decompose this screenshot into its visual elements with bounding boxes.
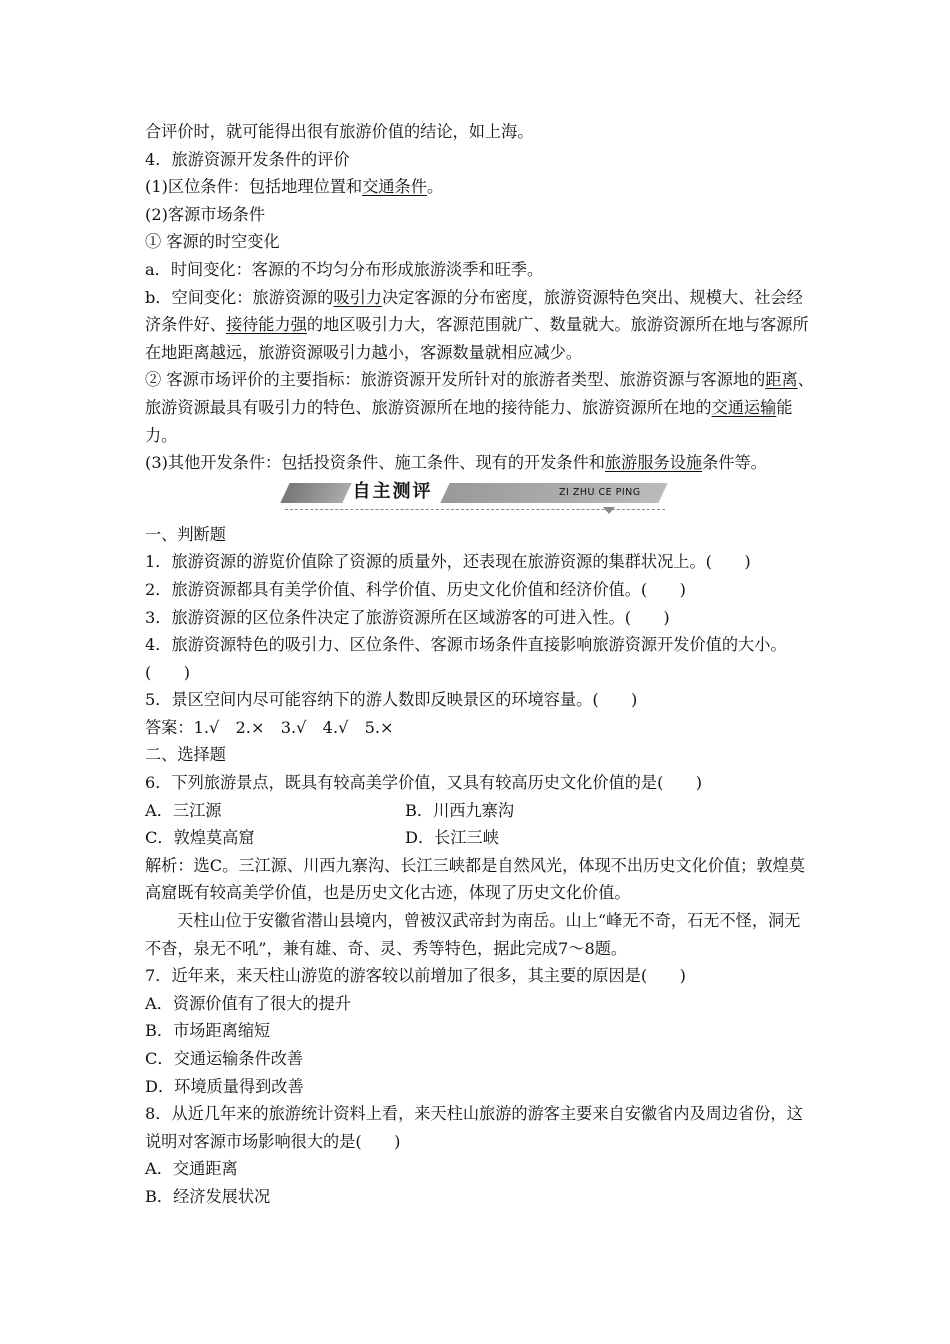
paragraph-line: (2)客源市场条件 (145, 204, 266, 224)
analysis: 解析：选C。三江源、川西九寨沟、长江三峡都是自然风光，体现不出历史文化价值；敦煌莫高窟既有较高美学价值，也是历史文化古迹，体现了历史文化价值。 (145, 855, 805, 903)
section-heading: 二、选择题 (145, 745, 226, 765)
question-2: 2．旅游资源都具有美学价值、科学价值、历史文化价值和经济价值。( ) (145, 579, 686, 599)
option-a: A．三江源 (145, 800, 222, 820)
text-run: 的地区吸引力大，客源范围就广、数量就大。旅游资源所在地与客源所在地距离越远，旅游资源吸引力越小，客源数量就相应减少。 (145, 315, 809, 362)
banner-pinyin: ZI ZHU CE PING (559, 486, 641, 498)
question-8: 8．从近几年来的旅游统计资料上看，来天柱山旅游的游客主要来自安徽省内及周边省份，这说明对客源市场影响很大的是( ) (145, 1104, 803, 1151)
reading-passage: 天柱山位于安徽省潜山县境内，曾被汉武帝封为南岳。山上“峰无不奇，石无不怪，洞无不杳，泉无不吼”，兼有雄、奇、灵、秀等特色，据此完成7～8题。 (145, 911, 801, 958)
question-4: 4．旅游资源特色的吸引力、区位条件、客源市场条件直接影响旅游资源开发价值的大小。( ) (145, 635, 787, 682)
option-b: B．川西九寨沟 (405, 800, 515, 820)
underlined-term: 距离 (765, 370, 798, 390)
options-row (145, 797, 815, 825)
paragraph (145, 284, 815, 367)
section-heading-4: 4．旅游资源开发条件的评价 (145, 149, 350, 169)
question-3: 3．旅游资源的区位条件决定了旅游资源所在区域游客的可进入性。( ) (145, 607, 670, 627)
question-1: 1．旅游资源的游览价值除了资源的质量外，还表现在旅游资源的集群状况上。( ) (145, 552, 751, 572)
options-row (145, 824, 815, 852)
text-run: (3)其他开发条件：包括投资条件、施工条件、现有的开发条件和 (145, 453, 605, 473)
underlined-term: 交通条件 (362, 177, 427, 197)
paragraph-line: a．时间变化：客源的不均匀分布形成旅游淡季和旺季。 (145, 259, 544, 279)
paragraph-line (145, 173, 815, 201)
text-run: 能力。 (145, 397, 793, 445)
question-7: 7．近年来，来天柱山游览的游客较以前增加了很多，其主要的原因是( ) (145, 966, 686, 986)
banner-arrow-icon (603, 507, 615, 514)
underlined-term: 交通运输 (711, 397, 777, 417)
paragraph-line: ① 客源的时空变化 (145, 232, 280, 252)
option-c: C．敦煌莫高窟 (145, 828, 255, 848)
paragraph-line: 合评价时，就可能得出很有旅游价值的结论，如上海。 (145, 122, 534, 141)
banner-left-bar (280, 483, 351, 503)
option-a: A．资源价值有了很大的提升 (145, 993, 351, 1013)
underlined-term: 接待能力强 (225, 315, 307, 335)
text-run: 决定客源的分布密度，旅游资源特色突出、规模大、社会经济条件好、 (145, 287, 803, 335)
option-a: A．交通距离 (145, 1159, 238, 1179)
text-run: 条件等。 (702, 453, 767, 473)
text-run: 、旅游资源最具有吸引力的特色、旅游资源所在地的接待能力、旅游资源所在地的 (145, 370, 814, 417)
option-d: D．长江三峡 (405, 828, 499, 848)
question-5: 5．景区空间内尽可能容纳下的游人数即反映景区的环境容量。( ) (145, 690, 638, 710)
option-d: D．环境质量得到改善 (145, 1076, 304, 1096)
answer-key: 答案：1.√ 2.× 3.√ 4.√ 5.× (145, 717, 394, 737)
option-b: B．经济发展状况 (145, 1186, 271, 1206)
text-run: ② 客源市场评价的主要指标：旅游资源开发所针对的旅游者类型、旅游资源与客源地的 (145, 370, 766, 390)
banner-title: 自主测评 (352, 480, 433, 502)
section-banner (145, 479, 815, 515)
option-c: C．交通运输条件改善 (145, 1049, 304, 1068)
question-6: 6．下列旅游景点，既具有较高美学价值，又具有较高历史文化价值的是( ) (145, 773, 703, 793)
text-run: 。 (426, 177, 444, 197)
text-run: (1)区位条件：包括地理位置和 (145, 177, 363, 197)
paragraph-line (145, 449, 815, 477)
section-heading: 一、判断题 (145, 524, 226, 544)
text-run: b．空间变化：旅游资源的 (145, 287, 334, 307)
option-b: B．市场距离缩短 (145, 1021, 271, 1041)
document-body (145, 118, 815, 1211)
underlined-term: 吸引力 (333, 287, 382, 307)
paragraph (145, 366, 815, 449)
underlined-term: 旅游服务设施 (605, 453, 703, 473)
